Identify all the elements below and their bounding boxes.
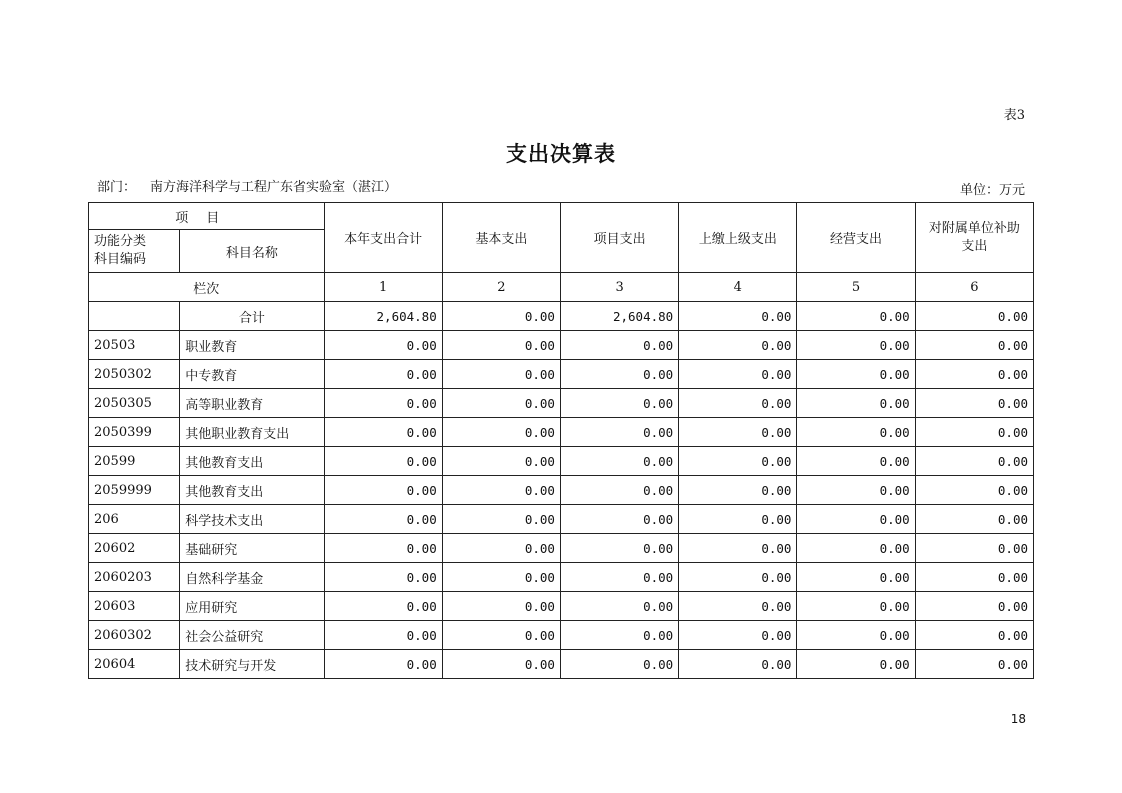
seq-num: 3 [560, 273, 678, 302]
table-row [89, 476, 1034, 505]
row-value: 0.00 [915, 447, 1033, 476]
row-value: 0.00 [679, 505, 797, 534]
table-row [89, 534, 1034, 563]
row-value: 0.00 [797, 592, 915, 621]
row-value: 0.00 [324, 360, 442, 389]
total-code [89, 302, 180, 331]
row-value: 0.00 [442, 418, 560, 447]
row-value: 0.00 [442, 505, 560, 534]
table-row [89, 447, 1034, 476]
seq-num: 1 [324, 273, 442, 302]
row-value: 0.00 [442, 650, 560, 679]
seq-num: 6 [915, 273, 1033, 302]
row-value: 0.00 [560, 389, 678, 418]
row-value: 0.00 [442, 447, 560, 476]
seq-label: 栏次 [89, 273, 325, 302]
row-value: 0.00 [560, 621, 678, 650]
row-name: 其他教育支出 [180, 476, 324, 505]
table-row [89, 331, 1034, 360]
row-value: 0.00 [442, 331, 560, 360]
header-item: 项目 [175, 210, 238, 226]
row-value: 0.00 [797, 389, 915, 418]
row-name: 职业教育 [180, 331, 324, 360]
row-value: 0.00 [324, 592, 442, 621]
row-value: 0.00 [797, 621, 915, 650]
row-value: 0.00 [442, 563, 560, 592]
row-code: 20503 [89, 331, 180, 360]
row-value: 0.00 [324, 447, 442, 476]
row-value: 0.00 [324, 563, 442, 592]
row-value: 0.00 [442, 621, 560, 650]
header-item-cell [89, 203, 325, 230]
total-row [89, 302, 1034, 331]
row-name: 技术研究与开发 [180, 650, 324, 679]
row-name: 应用研究 [180, 592, 324, 621]
row-value: 0.00 [915, 360, 1033, 389]
row-name: 自然科学基金 [180, 563, 324, 592]
table-number: 表3 [1003, 108, 1025, 123]
total-value: 2,604.80 [324, 302, 442, 331]
row-value: 0.00 [442, 360, 560, 389]
row-code: 2050305 [89, 389, 180, 418]
row-value: 0.00 [679, 360, 797, 389]
expenditure-table [88, 202, 1034, 679]
row-name: 社会公益研究 [180, 621, 324, 650]
table-row [89, 389, 1034, 418]
row-value: 0.00 [915, 331, 1033, 360]
row-value: 0.00 [679, 621, 797, 650]
row-name: 高等职业教育 [180, 389, 324, 418]
seq-row [89, 273, 1034, 302]
total-value: 0.00 [679, 302, 797, 331]
row-value: 0.00 [915, 389, 1033, 418]
page-title: 支出决算表 [506, 141, 616, 166]
row-value: 0.00 [679, 650, 797, 679]
row-value: 0.00 [915, 505, 1033, 534]
row-value: 0.00 [324, 389, 442, 418]
row-value: 0.00 [797, 476, 915, 505]
total-value: 2,604.80 [560, 302, 678, 331]
row-value: 0.00 [797, 534, 915, 563]
row-value: 0.00 [915, 563, 1033, 592]
row-value: 0.00 [560, 447, 678, 476]
row-value: 0.00 [915, 621, 1033, 650]
row-value: 0.00 [915, 418, 1033, 447]
row-value: 0.00 [560, 331, 678, 360]
row-value: 0.00 [797, 447, 915, 476]
header-code-cell [89, 230, 180, 273]
header-col-3: 项目支出 [560, 203, 678, 273]
row-value: 0.00 [915, 534, 1033, 563]
row-value: 0.00 [679, 592, 797, 621]
row-value: 0.00 [324, 476, 442, 505]
header-col-6-line1: 对附属单位补助 [928, 220, 1020, 236]
row-code: 2050399 [89, 418, 180, 447]
row-value: 0.00 [324, 650, 442, 679]
total-value: 0.00 [797, 302, 915, 331]
row-code: 20604 [89, 650, 180, 679]
row-name: 其他教育支出 [180, 447, 324, 476]
table-row [89, 360, 1034, 389]
page-number: 18 [1010, 712, 1026, 726]
row-value: 0.00 [324, 621, 442, 650]
header-col-5: 经营支出 [797, 203, 915, 273]
row-value: 0.00 [560, 418, 678, 447]
row-value: 0.00 [560, 563, 678, 592]
department-name: 南方海洋科学与工程广东省实验室（湛江） [150, 180, 398, 195]
row-name: 其他职业教育支出 [180, 418, 324, 447]
header-col-4: 上缴上级支出 [679, 203, 797, 273]
row-value: 0.00 [324, 331, 442, 360]
row-value: 0.00 [324, 505, 442, 534]
row-code: 20602 [89, 534, 180, 563]
header-name: 科目名称 [180, 230, 324, 273]
row-value: 0.00 [560, 360, 678, 389]
header-col-6 [915, 203, 1033, 273]
seq-num: 2 [442, 273, 560, 302]
seq-num: 5 [797, 273, 915, 302]
row-value: 0.00 [442, 389, 560, 418]
row-code: 206 [89, 505, 180, 534]
row-value: 0.00 [915, 650, 1033, 679]
row-code: 20603 [89, 592, 180, 621]
department-line [97, 176, 397, 195]
row-value: 0.00 [560, 534, 678, 563]
table-row [89, 592, 1034, 621]
header-code-line2: 科目编码 [94, 252, 147, 267]
row-name: 科学技术支出 [180, 505, 324, 534]
row-code: 2059999 [89, 476, 180, 505]
row-value: 0.00 [560, 592, 678, 621]
row-value: 0.00 [915, 476, 1033, 505]
row-value: 0.00 [324, 534, 442, 563]
row-value: 0.00 [679, 418, 797, 447]
table-row [89, 650, 1034, 679]
row-code: 2060302 [89, 621, 180, 650]
row-value: 0.00 [560, 476, 678, 505]
header-col-2: 基本支出 [442, 203, 560, 273]
row-value: 0.00 [679, 534, 797, 563]
row-code: 20599 [89, 447, 180, 476]
row-value: 0.00 [797, 418, 915, 447]
row-value: 0.00 [442, 476, 560, 505]
unit-label: 单位：万元 [959, 183, 1025, 198]
total-label: 合计 [180, 302, 324, 331]
row-value: 0.00 [679, 476, 797, 505]
row-value: 0.00 [797, 505, 915, 534]
row-value: 0.00 [442, 534, 560, 563]
row-code: 2050302 [89, 360, 180, 389]
header-col-1: 本年支出合计 [324, 203, 442, 273]
table-row [89, 563, 1034, 592]
row-value: 0.00 [442, 592, 560, 621]
header-col-6-line2: 支出 [961, 238, 988, 254]
table-row [89, 621, 1034, 650]
row-value: 0.00 [679, 389, 797, 418]
row-value: 0.00 [560, 650, 678, 679]
header-row-1 [89, 203, 1034, 230]
row-value: 0.00 [915, 592, 1033, 621]
row-code: 2060203 [89, 563, 180, 592]
row-value: 0.00 [797, 563, 915, 592]
row-value: 0.00 [679, 331, 797, 360]
table-row [89, 418, 1034, 447]
row-value: 0.00 [324, 418, 442, 447]
row-value: 0.00 [797, 331, 915, 360]
seq-num: 4 [679, 273, 797, 302]
row-value: 0.00 [679, 563, 797, 592]
row-name: 中专教育 [180, 360, 324, 389]
department-label: 部门： [97, 180, 137, 195]
row-name: 基础研究 [180, 534, 324, 563]
header-code-line1: 功能分类 [94, 234, 147, 249]
total-value: 0.00 [915, 302, 1033, 331]
row-value: 0.00 [797, 650, 915, 679]
table-row [89, 505, 1034, 534]
row-value: 0.00 [560, 505, 678, 534]
row-value: 0.00 [797, 360, 915, 389]
row-value: 0.00 [679, 447, 797, 476]
total-value: 0.00 [442, 302, 560, 331]
